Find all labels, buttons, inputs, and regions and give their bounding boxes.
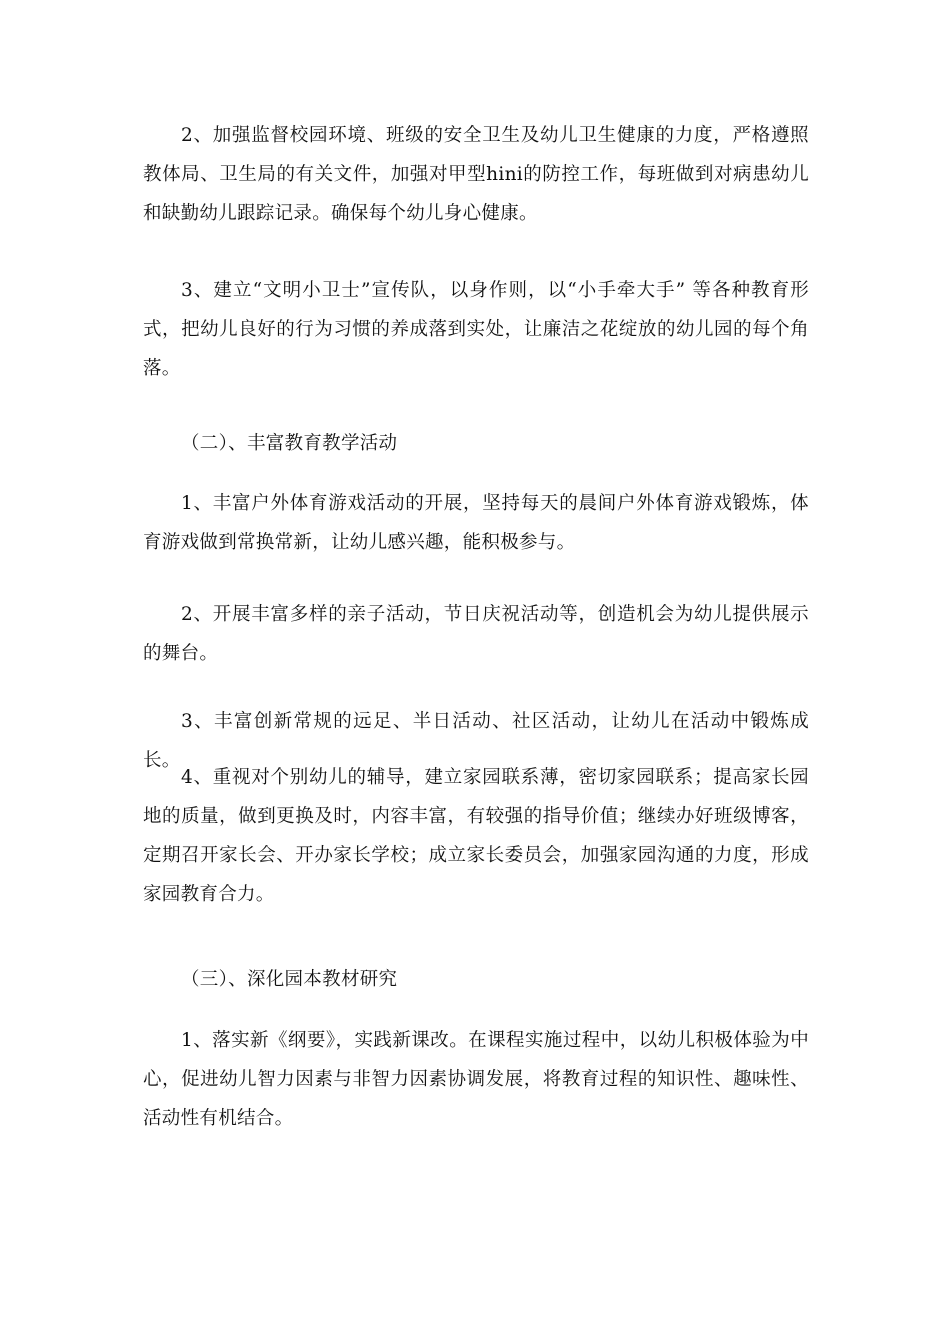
paragraph-hygiene-supervision: 2、加强监督校园环境、班级的安全卫生及幼儿卫生健康的力度，严格遵照教体局、卫生局的有关文件，加强对甲型hini的防控工作，每班做到对病患幼儿和缺勤幼儿跟踪记录。确保每个幼儿身心健康。 xyxy=(143,125,809,224)
paragraph-outings: 3、丰富创新常规的远足、半日活动、社区活动，让幼儿在活动中锻炼成长。 xyxy=(143,711,809,771)
section-heading-teaching-activities: （二）、丰富教育教学活动 xyxy=(181,433,398,454)
paragraph-home-school-contact: 4、重视对个别幼儿的辅导，建立家园联系薄，密切家园联系；提高家长园地的质量，做到更换及时，内容丰富，有较强的指导价值；继续办好班级博客，定期召开家长会、开办家长学校；成立家长委员会，加强家园沟通的力度，形成家园教育合力。 xyxy=(143,767,809,905)
paragraph-civilized-guards: 3、建立“文明小卫士”宣传队，以身作则，以“小手牵大手” 等各种教育形式，把幼儿良好的行为习惯的养成落到实处，让廉洁之花绽放的幼儿园的每个角落。 xyxy=(143,280,809,379)
paragraph-outdoor-games: 1、丰富户外体育游戏活动的开展，坚持每天的晨间户外体育游戏锻炼，体育游戏做到常换常新，让幼儿感兴趣，能积极参与。 xyxy=(143,493,809,553)
section-heading-curriculum-research: （三）、深化园本教材研究 xyxy=(181,969,398,990)
paragraph-curriculum-reform: 1、落实新《纲要》，实践新课改。在课程实施过程中，以幼儿积极体验为中心，促进幼儿智力因素与非智力因素协调发展，将教育过程的知识性、趣味性、活动性有机结合。 xyxy=(143,1030,809,1129)
paragraph-parent-child-activities: 2、开展丰富多样的亲子活动，节日庆祝活动等，创造机会为幼儿提供展示的舞台。 xyxy=(143,604,809,664)
